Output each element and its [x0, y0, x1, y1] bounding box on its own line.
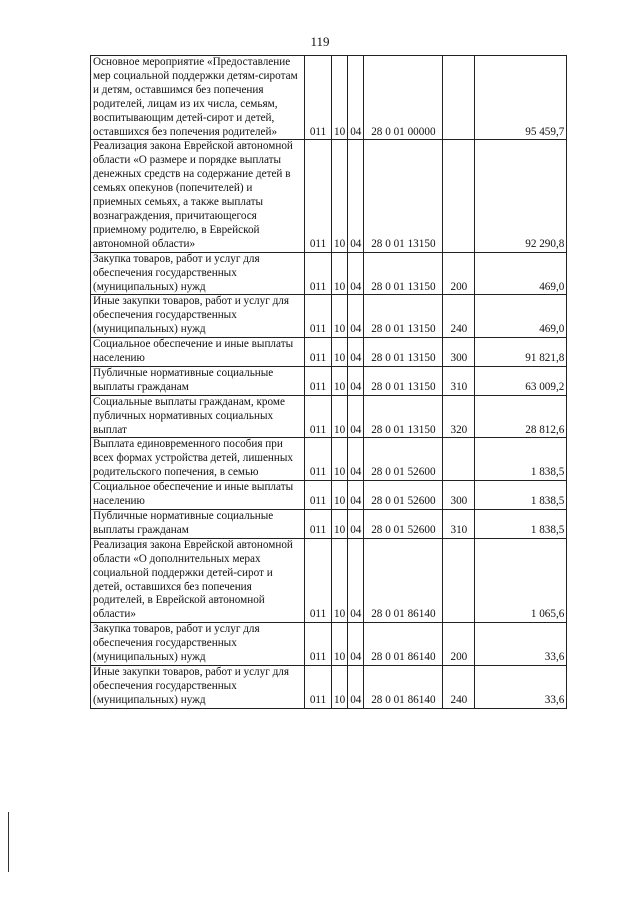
row-section-code-cell: 10 [332, 538, 348, 622]
row-section-code-cell: 10 [332, 510, 348, 539]
row-subsection-code-cell: 04 [348, 366, 364, 395]
table-row [91, 481, 567, 510]
row-target-article-cell: 28 0 01 52600 [364, 438, 443, 481]
row-amount-cell: 1 838,5 [475, 481, 567, 510]
row-section-code-cell: 10 [332, 623, 348, 666]
row-target-article-cell: 28 0 01 13150 [364, 395, 443, 438]
row-section-code-cell: 10 [332, 395, 348, 438]
row-expense-type-cell [443, 140, 475, 252]
row-ministry-code-cell: 011 [305, 438, 332, 481]
row-section-code-cell: 10 [332, 438, 348, 481]
row-subsection-code-cell: 04 [348, 538, 364, 622]
row-expense-type-cell [443, 538, 475, 622]
row-subsection-code-cell: 04 [348, 338, 364, 367]
row-name-cell: Закупка товаров, работ и услуг для обеспечения государственных (муниципальных) нужд [91, 252, 305, 295]
row-name-cell: Публичные нормативные социальные выплаты гражданам [91, 366, 305, 395]
row-ministry-code-cell: 011 [305, 538, 332, 622]
row-subsection-code-cell: 04 [348, 395, 364, 438]
budget-table [90, 55, 567, 709]
row-target-article-cell: 28 0 01 86140 [364, 538, 443, 622]
row-subsection-code-cell: 04 [348, 295, 364, 338]
row-section-code-cell: 10 [332, 338, 348, 367]
row-amount-cell: 33,6 [475, 623, 567, 666]
row-subsection-code-cell: 04 [348, 481, 364, 510]
row-expense-type-cell: 240 [443, 665, 475, 708]
table-row [91, 56, 567, 140]
row-expense-type-cell: 200 [443, 252, 475, 295]
row-amount-cell: 91 821,8 [475, 338, 567, 367]
table-row [91, 252, 567, 295]
row-ministry-code-cell: 011 [305, 295, 332, 338]
row-target-article-cell: 28 0 01 00000 [364, 56, 443, 140]
row-name-cell: Иные закупки товаров, работ и услуг для обеспечения государственных (муниципальных) нужд [91, 665, 305, 708]
row-target-article-cell: 28 0 01 86140 [364, 665, 443, 708]
table-row [91, 438, 567, 481]
row-amount-cell: 1 838,5 [475, 438, 567, 481]
row-subsection-code-cell: 04 [348, 510, 364, 539]
row-name-cell: Социальные выплаты гражданам, кроме публичных нормативных социальных выплат [91, 395, 305, 438]
table-row [91, 366, 567, 395]
row-ministry-code-cell: 011 [305, 665, 332, 708]
row-name-cell: Основное мероприятие «Предоставление мер социальной поддержки детям-сиротам и детям, оставшимся без попечения родителей, лицам из их числа, семьям, воспитывающим детей-сирот и детей, оставшихся без попечения родителей» [91, 56, 305, 140]
row-expense-type-cell: 300 [443, 338, 475, 367]
row-section-code-cell: 10 [332, 366, 348, 395]
row-target-article-cell: 28 0 01 13150 [364, 338, 443, 367]
row-amount-cell: 33,6 [475, 665, 567, 708]
table-row [91, 140, 567, 252]
row-expense-type-cell: 200 [443, 623, 475, 666]
row-target-article-cell: 28 0 01 86140 [364, 623, 443, 666]
margin-line [8, 812, 9, 872]
page-number: 119 [310, 34, 330, 49]
row-amount-cell: 63 009,2 [475, 366, 567, 395]
row-target-article-cell: 28 0 01 13150 [364, 295, 443, 338]
row-subsection-code-cell: 04 [348, 252, 364, 295]
table-row [91, 295, 567, 338]
row-name-cell: Социальное обеспечение и иные выплаты населению [91, 481, 305, 510]
row-name-cell: Социальное обеспечение и иные выплаты населению [91, 338, 305, 367]
row-amount-cell: 95 459,7 [475, 56, 567, 140]
row-amount-cell: 1 838,5 [475, 510, 567, 539]
row-target-article-cell: 28 0 01 13150 [364, 366, 443, 395]
row-subsection-code-cell: 04 [348, 623, 364, 666]
row-amount-cell: 92 290,8 [475, 140, 567, 252]
row-subsection-code-cell: 04 [348, 140, 364, 252]
row-target-article-cell: 28 0 01 52600 [364, 481, 443, 510]
row-section-code-cell: 10 [332, 481, 348, 510]
row-expense-type-cell [443, 56, 475, 140]
row-name-cell: Иные закупки товаров, работ и услуг для обеспечения государственных (муниципальных) нужд [91, 295, 305, 338]
row-expense-type-cell: 240 [443, 295, 475, 338]
row-amount-cell: 1 065,6 [475, 538, 567, 622]
row-name-cell: Реализация закона Еврейской автономной области «О дополнительных мерах социальной поддержки детей-сирот и детей, оставшихся без попечения родителей, в Еврейской автономной области» [91, 538, 305, 622]
row-expense-type-cell: 310 [443, 510, 475, 539]
budget-table-body [91, 56, 567, 709]
row-amount-cell: 469,0 [475, 295, 567, 338]
table-row [91, 338, 567, 367]
table-row [91, 623, 567, 666]
row-name-cell: Реализация закона Еврейской автономной области «О размере и порядке выплаты денежных средств на содержание детей в семьях опекунов (попечителей) и приемных семьях, а также выплаты вознаграждения, причитающегося приемному родителю, в Еврейской автономной области» [91, 140, 305, 252]
row-ministry-code-cell: 011 [305, 623, 332, 666]
row-subsection-code-cell: 04 [348, 438, 364, 481]
row-ministry-code-cell: 011 [305, 481, 332, 510]
row-target-article-cell: 28 0 01 13150 [364, 252, 443, 295]
row-section-code-cell: 10 [332, 140, 348, 252]
row-target-article-cell: 28 0 01 13150 [364, 140, 443, 252]
row-expense-type-cell: 320 [443, 395, 475, 438]
table-row [91, 510, 567, 539]
row-subsection-code-cell: 04 [348, 56, 364, 140]
table-row [91, 395, 567, 438]
table-row [91, 538, 567, 622]
row-expense-type-cell [443, 438, 475, 481]
row-section-code-cell: 10 [332, 665, 348, 708]
row-amount-cell: 469,0 [475, 252, 567, 295]
row-section-code-cell: 10 [332, 295, 348, 338]
row-expense-type-cell: 310 [443, 366, 475, 395]
row-ministry-code-cell: 011 [305, 395, 332, 438]
row-ministry-code-cell: 011 [305, 366, 332, 395]
row-ministry-code-cell: 011 [305, 252, 332, 295]
row-subsection-code-cell: 04 [348, 665, 364, 708]
row-name-cell: Выплата единовременного пособия при всех формах устройства детей, лишенных родительского попечения, в семью [91, 438, 305, 481]
row-section-code-cell: 10 [332, 252, 348, 295]
row-target-article-cell: 28 0 01 52600 [364, 510, 443, 539]
row-name-cell: Закупка товаров, работ и услуг для обеспечения государственных (муниципальных) нужд [91, 623, 305, 666]
row-amount-cell: 28 812,6 [475, 395, 567, 438]
row-expense-type-cell: 300 [443, 481, 475, 510]
row-name-cell: Публичные нормативные социальные выплаты гражданам [91, 510, 305, 539]
table-row [91, 665, 567, 708]
row-ministry-code-cell: 011 [305, 510, 332, 539]
row-ministry-code-cell: 011 [305, 56, 332, 140]
row-ministry-code-cell: 011 [305, 338, 332, 367]
row-ministry-code-cell: 011 [305, 140, 332, 252]
row-section-code-cell: 10 [332, 56, 348, 140]
